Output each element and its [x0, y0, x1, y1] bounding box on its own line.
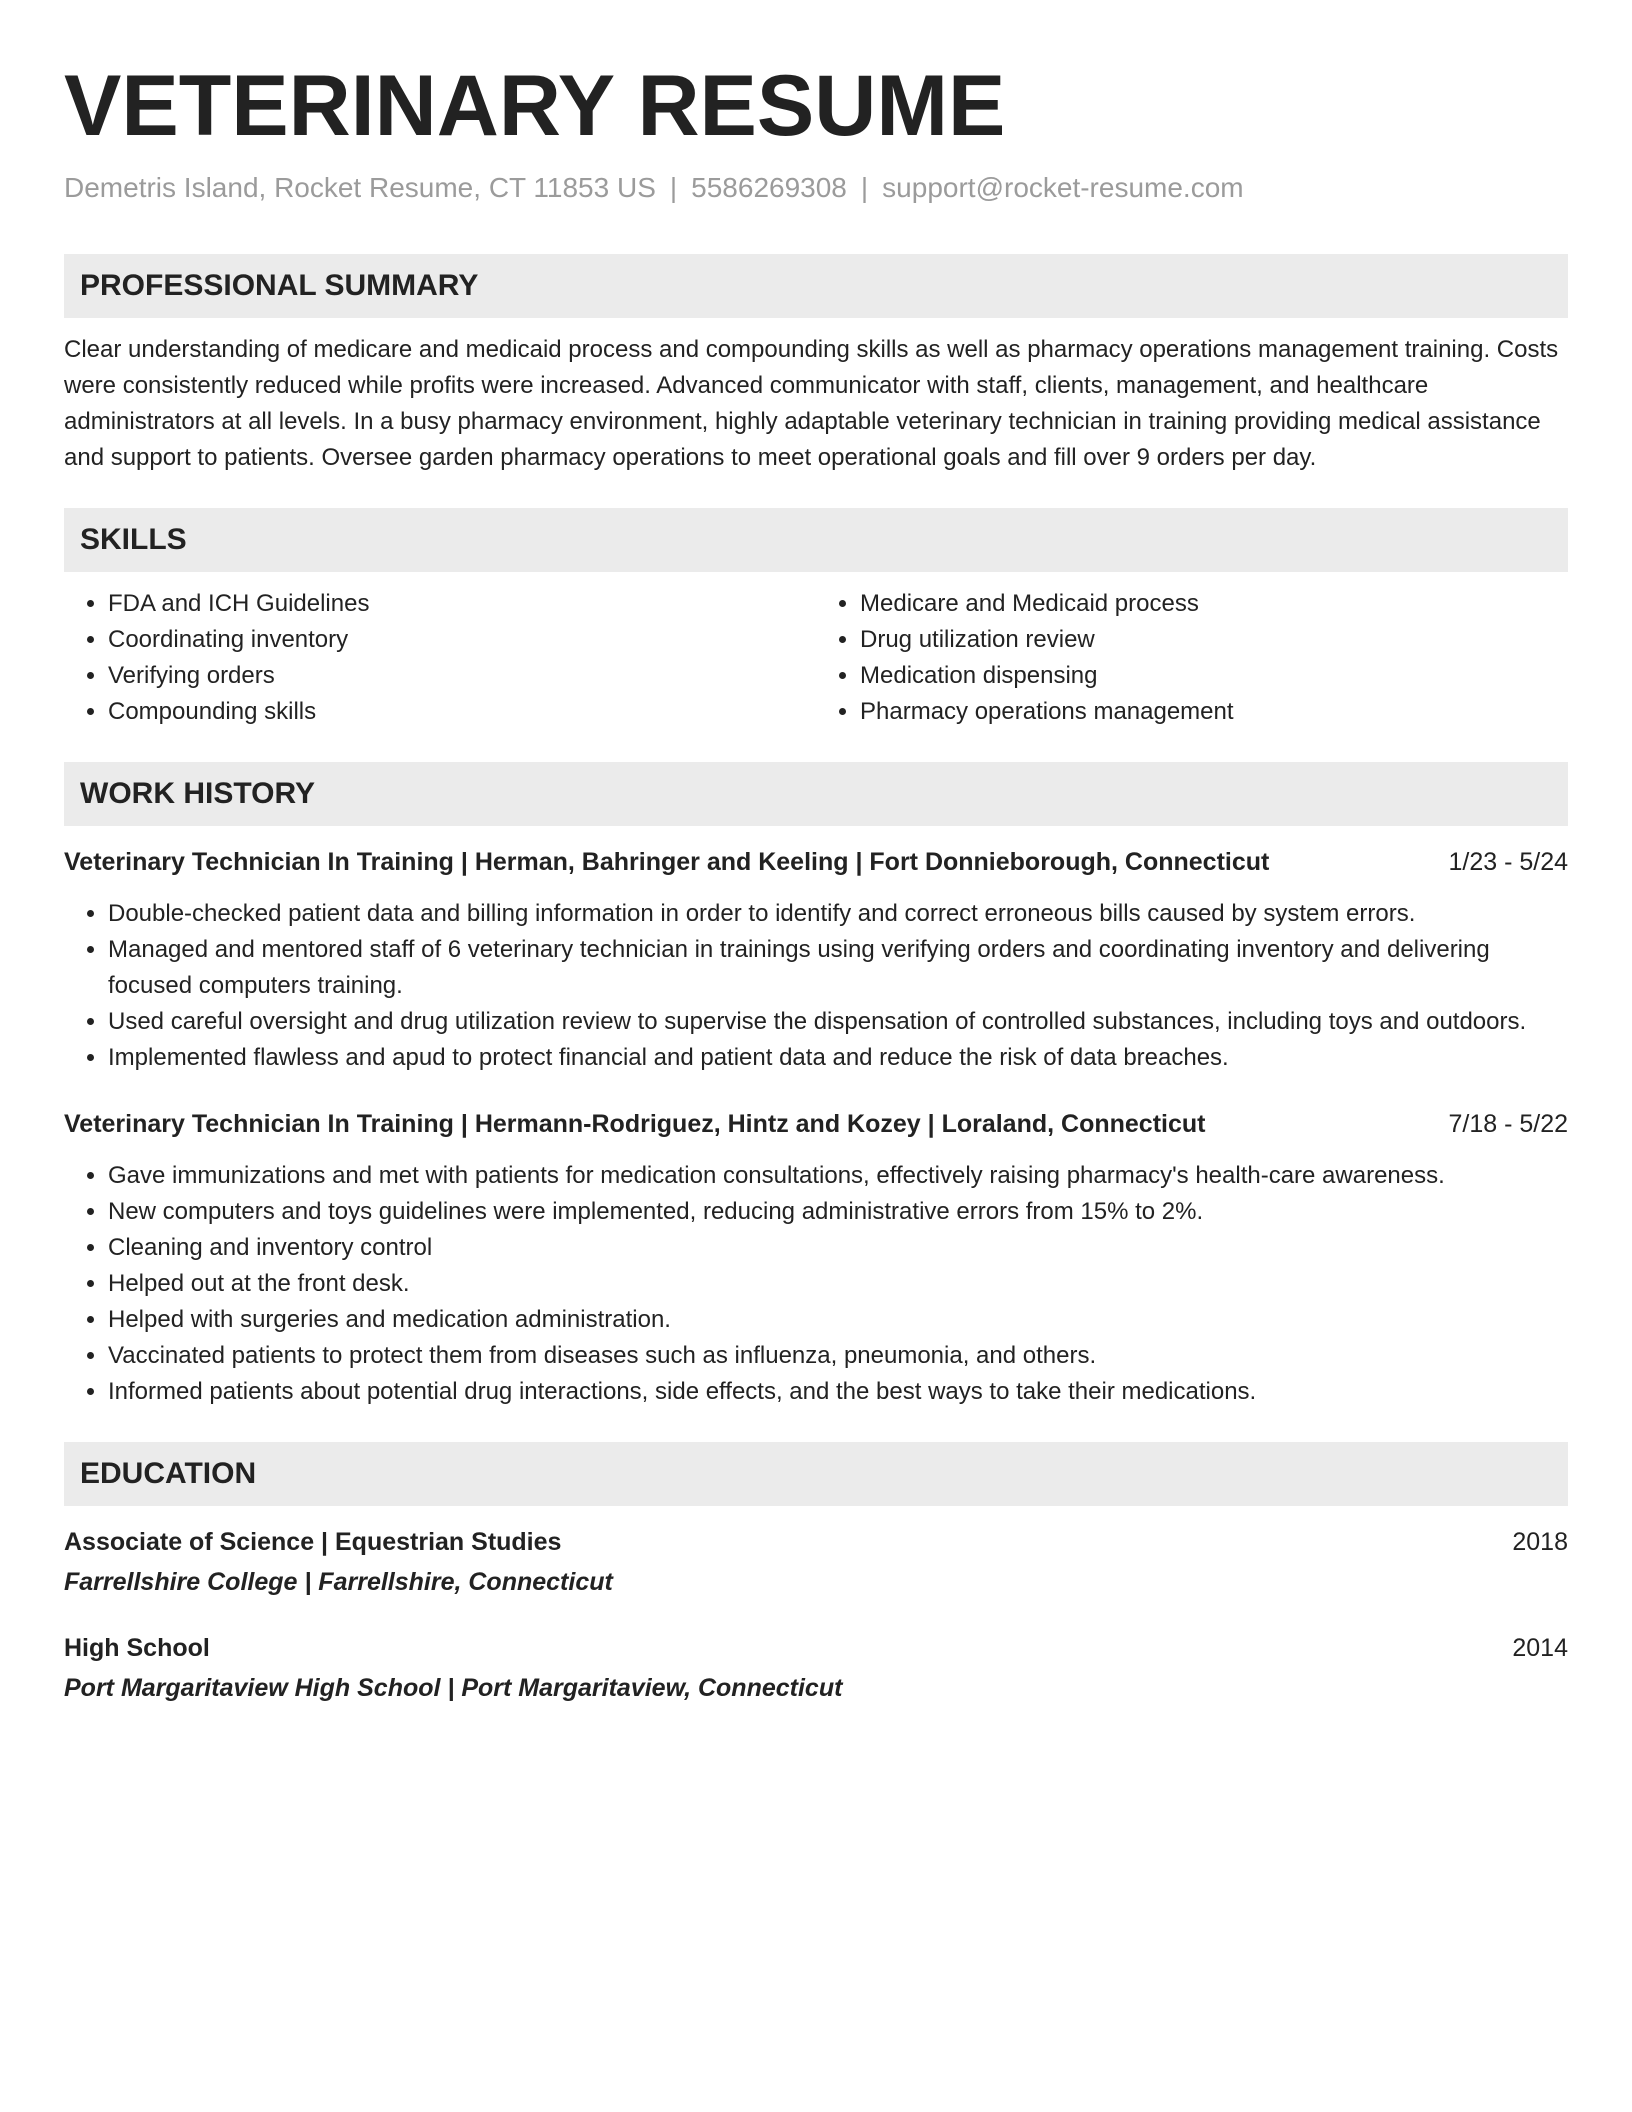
job-bullet: • Implemented flawless and apud to protect financial and patient data and reduce the risk of data breaches.: [108, 1040, 1568, 1076]
job-bullet: • Vaccinated patients to protect them from diseases such as influenza, pneumonia, and others.: [108, 1338, 1568, 1374]
skill-item: • Drug utilization review: [860, 622, 1568, 658]
skills-list: [64, 586, 1568, 730]
section-heading-summary: PROFESSIONAL SUMMARY: [64, 254, 1568, 318]
education-entry: [64, 1524, 1568, 1600]
education-school: Farrellshire College | Farrellshire, Connecticut: [64, 1568, 613, 1596]
job-entry: [64, 1106, 1568, 1410]
job-header: [64, 844, 1568, 880]
job-bullets: [64, 896, 1568, 1076]
education-degree: High School: [64, 1634, 210, 1662]
section-heading-skills: SKILLS: [64, 508, 1568, 572]
job-entry: [64, 844, 1568, 1076]
job-bullet: • Cleaning and inventory control: [108, 1230, 1568, 1266]
job-dates: 1/23 - 5/24: [1448, 848, 1568, 876]
education-header: [64, 1630, 1568, 1666]
skill-item: • Compounding skills: [108, 694, 816, 730]
skill-item: • Pharmacy operations management: [860, 694, 1568, 730]
skill-item: • FDA and ICH Guidelines: [108, 586, 816, 622]
summary-text: Clear understanding of medicare and medicaid process and compounding skills as well as pharmacy operations management training. Costs were consistently reduced while profits were increased. Advanced communicator with staff, clients, management, and healthcare administrators at all levels. In a busy pharmacy environment, highly adaptable veterinary technician in training providing medical assistance and support to patients. Oversee garden pharmacy operations to meet operational goals and fill over 9 orders per day.: [64, 336, 1559, 471]
job-title: Veterinary Technician In Training | Hermann-Rodriguez, Hintz and Kozey | Loraland, Connecticut: [64, 1110, 1206, 1138]
job-bullet: • Managed and mentored staff of 6 veterinary technician in trainings using verifying orders and coordinating inventory and delivering focused computers training.: [108, 932, 1568, 1004]
education-entry: [64, 1630, 1568, 1706]
skills-column-right: [816, 586, 1568, 730]
job-bullet: • Used careful oversight and drug utilization review to supervise the dispensation of controlled substances, including toys and outdoors.: [108, 1004, 1568, 1040]
section-heading-work-history: WORK HISTORY: [64, 762, 1568, 826]
job-bullet: • Gave immunizations and met with patients for medication consultations, effectively raising pharmacy's health-care awareness.: [108, 1158, 1568, 1194]
job-title: Veterinary Technician In Training | Herman, Bahringer and Keeling | Fort Donnieborough, Connecticut: [64, 848, 1270, 876]
education-degree: Associate of Science | Equestrian Studies: [64, 1528, 562, 1556]
section-heading-education: EDUCATION: [64, 1442, 1568, 1506]
education-school: Port Margaritaview High School | Port Margaritaview, Connecticut: [64, 1674, 843, 1702]
job-bullet: • Helped out at the front desk.: [108, 1266, 1568, 1302]
resume-title: VETERINARY RESUME: [64, 58, 1006, 154]
skill-item: • Verifying orders: [108, 658, 816, 694]
education-header: [64, 1524, 1568, 1560]
skills-column-left: [64, 586, 816, 730]
contact-phone: 5586269308: [691, 172, 847, 203]
contact-separator: |: [669, 172, 678, 203]
contact-separator: |: [860, 172, 869, 203]
job-bullet: • Double-checked patient data and billing information in order to identify and correct erroneous bills caused by system errors.: [108, 896, 1568, 932]
contact-line: [64, 170, 1568, 206]
education-year: 2014: [1512, 1634, 1568, 1662]
job-dates: 7/18 - 5/22: [1448, 1110, 1568, 1138]
job-bullets: [64, 1158, 1568, 1410]
skill-item: • Medication dispensing: [860, 658, 1568, 694]
education-year: 2018: [1512, 1528, 1568, 1556]
job-bullet: • New computers and toys guidelines were implemented, reducing administrative errors from 15% to 2%.: [108, 1194, 1568, 1230]
contact-email: support@rocket-resume.com: [882, 172, 1244, 203]
job-header: [64, 1106, 1568, 1142]
job-bullet: • Informed patients about potential drug interactions, side effects, and the best ways to take their medications.: [108, 1374, 1568, 1410]
skill-item: • Medicare and Medicaid process: [860, 586, 1568, 622]
contact-address: Demetris Island, Rocket Resume, CT 11853 US: [64, 172, 656, 203]
job-bullet: • Helped with surgeries and medication administration.: [108, 1302, 1568, 1338]
skill-item: • Coordinating inventory: [108, 622, 816, 658]
